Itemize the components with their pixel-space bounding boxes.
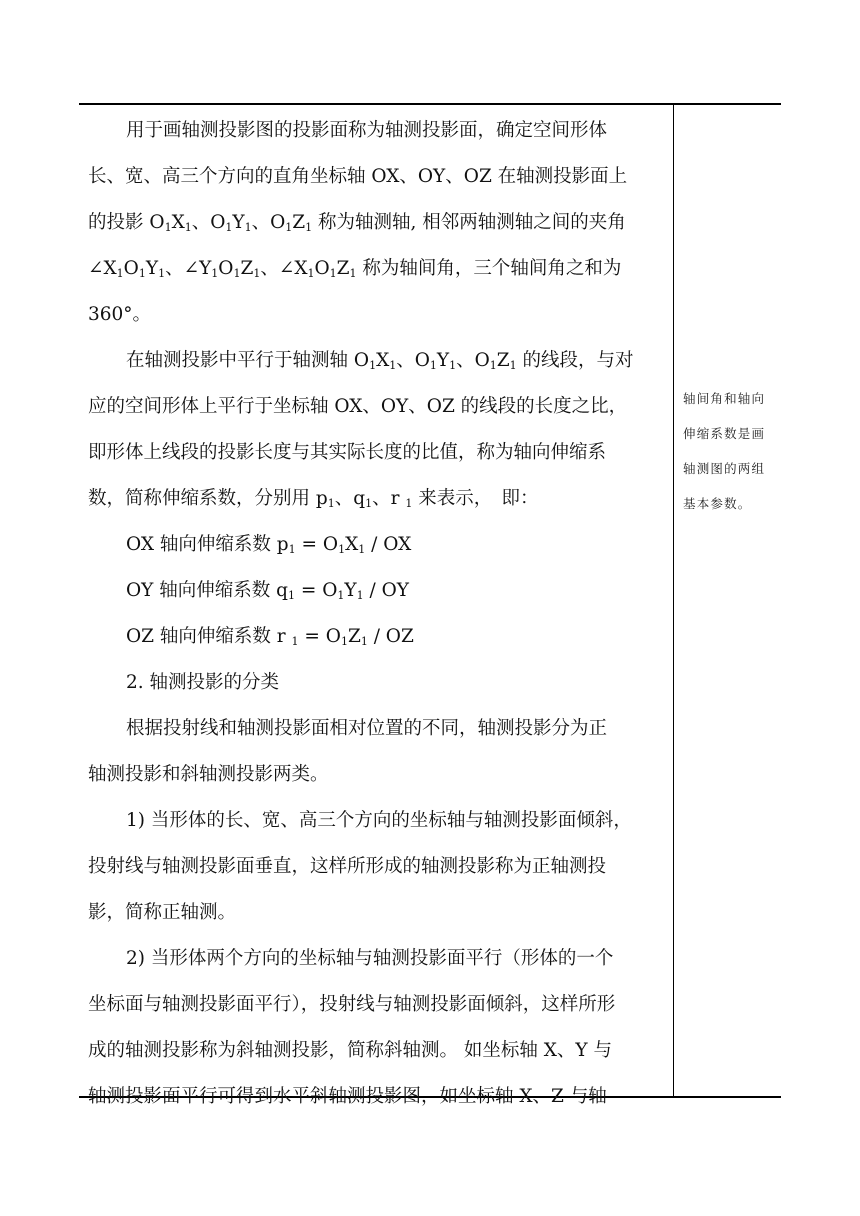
- text-line: ∠X1O1Y1、∠Y1O1Z1、∠X1O1Z1 称为轴间角，三个轴间角之和为: [88, 258, 622, 280]
- text-line: 应的空间形体上平行于坐标轴 OX、OY、OZ 的线段的长度之比，: [88, 396, 628, 417]
- section-heading: 2. 轴测投影的分类: [126, 672, 280, 693]
- margin-note-line: 伸缩系数是画: [683, 426, 766, 441]
- text-line: 的投影 O1X1、O1Y1、O1Z1 称为轴测轴, 相邻两轴测轴之间的夹角: [88, 212, 626, 234]
- text-line: 轴测投影和斜轴测投影两类。: [88, 764, 329, 785]
- text-line: 2) 当形体两个方向的坐标轴与轴测投影面平行（形体的一个: [126, 948, 614, 969]
- main-text-column: [88, 108, 666, 1120]
- text-line: 即形体上线段的投影长度与其实际长度的比值，称为轴向伸缩系: [88, 442, 607, 463]
- text-line: 轴测投影面平行可得到水平斜轴测投影图，如坐标轴 X、Z 与轴: [88, 1086, 607, 1107]
- text-line: 用于画轴测投影图的投影面称为轴测投影面，确定空间形体: [126, 120, 608, 141]
- formula-line: OY 轴向伸缩系数 q1 = O1Y1 / OY: [126, 580, 410, 602]
- text-line: 360°。: [88, 304, 152, 325]
- text-line: 1) 当形体的长、宽、高三个方向的坐标轴与轴测投影面倾斜，: [126, 810, 632, 831]
- margin-note: [683, 381, 775, 521]
- column-divider: [673, 104, 674, 1097]
- margin-note-line: 轴测图的两组: [683, 461, 766, 476]
- margin-note-line: 轴间角和轴向: [683, 391, 766, 406]
- margin-note-line: 基本参数。: [683, 496, 752, 511]
- text-line: 投射线与轴测投影面垂直，这样所形成的轴测投影称为正轴测投: [88, 856, 607, 877]
- formula-line: OZ 轴向伸缩系数 r 1 = O1Z1 / OZ: [126, 626, 414, 648]
- text-line: 数，简称伸缩系数，分别用 p1、q1、r 1 来表示， 即：: [88, 488, 539, 510]
- text-line: 在轴测投影中平行于轴测轴 O1X1、O1Y1、O1Z1 的线段，与对: [126, 350, 634, 372]
- text-line: 成的轴测投影称为斜轴测投影，简称斜轴测。 如坐标轴 X、Y 与: [88, 1040, 613, 1061]
- text-line: 坐标面与轴测投影面平行），投射线与轴测投影面倾斜，这样所形: [88, 994, 616, 1015]
- table-top-rule: [79, 103, 781, 105]
- formula-line: OX 轴向伸缩系数 p1 = O1X1 / OX: [126, 534, 412, 556]
- text-line: 长、宽、高三个方向的直角坐标轴 OX、OY、OZ 在轴测投影面上: [88, 166, 628, 187]
- text-line: 影，简称正轴测。: [88, 902, 237, 923]
- text-line: 根据投射线和轴测投影面相对位置的不同，轴测投影分为正: [126, 718, 608, 739]
